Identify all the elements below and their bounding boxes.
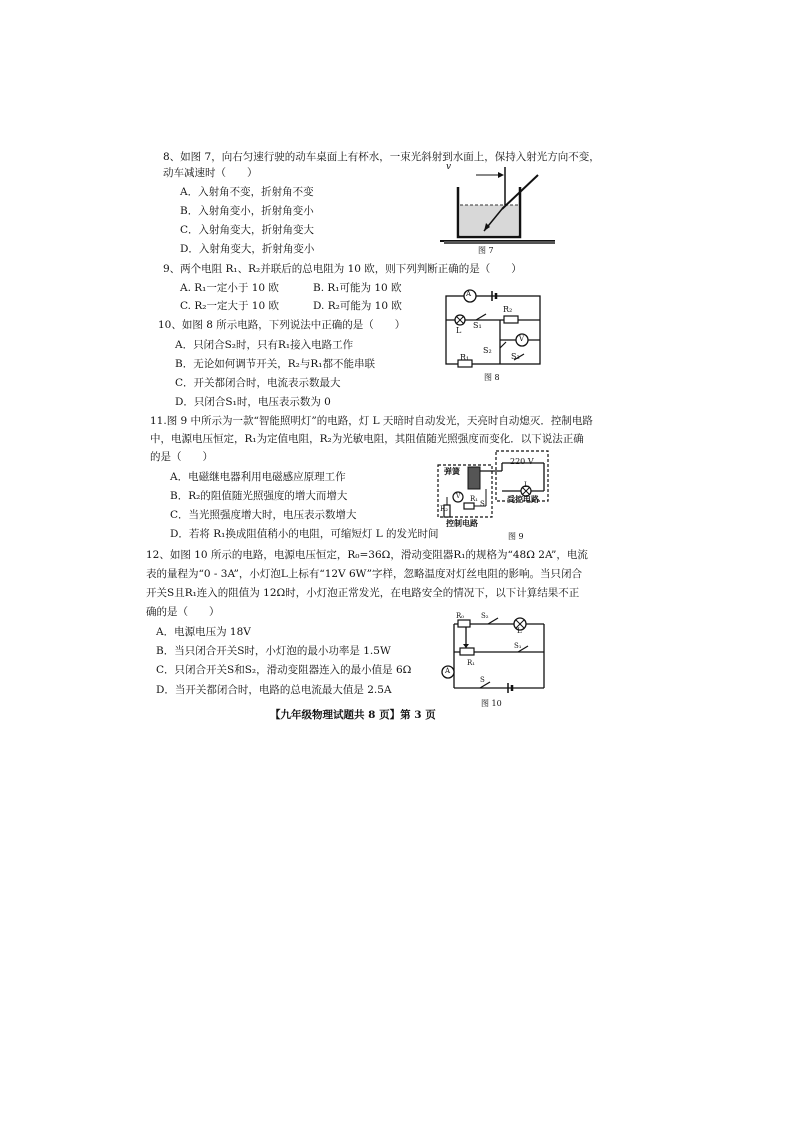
fig8-r1-label: R₁ — [460, 353, 470, 362]
q12-stem-line3: 开关S且R₁连入的阻值为 12Ω时，小灯泡正常发光，在电路安全的情况下，以下计算结果不正 — [146, 587, 580, 599]
figure-10-caption: 图 10 — [481, 699, 502, 708]
fig9-switch-label: S — [480, 500, 485, 508]
fig8-s1-label: S₁ — [473, 321, 482, 330]
q9-option-b: B. R₁可能为 10 欧 — [313, 282, 402, 294]
figure-7-caption: 图 7 — [478, 246, 494, 255]
figure-7-cup-diagram — [440, 165, 560, 257]
fig9-work-circuit-label: 受控电路 — [507, 494, 539, 504]
fig10-r0-label: R₀ — [456, 612, 465, 620]
q8-option-d: D．入射角变大，折射角变小 — [180, 243, 315, 255]
q12-stem-line4: 确的是（ ） — [146, 606, 220, 618]
q11-option-b: B．R₂的阻值随光照强度的增大而增大 — [170, 490, 348, 502]
q12-stem-line1: 12、如图 10 所示的电路，电源电压恒定，R₀=36Ω，滑动变阻器R₁的规格为“48Ω 2A”，电流 — [146, 549, 588, 561]
fig9-voltage-label: 220 V — [510, 457, 534, 466]
q10-option-a: A．只闭合S₂时，只有R₁接入电路工作 — [175, 339, 354, 351]
figure-8-caption: 图 8 — [484, 373, 500, 382]
q8-stem-line2: 动车减速时（ ） — [163, 167, 258, 179]
fig9-lamp-label: L — [524, 481, 529, 489]
fig10-s2-label: S₂ — [481, 612, 489, 620]
fig9-r1-label: R₁ — [470, 495, 479, 503]
q11-stem-line3: 的是（ ） — [150, 451, 213, 463]
q12-stem-line2: 表的量程为“0 - 3A”，小灯泡L上标有“12V 6W”字样，忽略温度对灯丝电阻的影响。当只闭合 — [146, 568, 583, 580]
fig10-s-label: S — [480, 676, 485, 684]
figure-9-caption: 图 9 — [508, 532, 524, 541]
q10-option-c: C．开关都闭合时，电流表示数最大 — [175, 377, 341, 389]
figure-9-smart-light-circuit — [436, 447, 552, 529]
q8-option-a: A．入射角不变，折射角不变 — [180, 186, 314, 198]
q11-option-a: A．电磁继电器利用电磁感应原理工作 — [170, 471, 346, 483]
fig8-r2-label: R₂ — [503, 305, 513, 314]
q12-option-a: A．电源电压为 18V — [156, 626, 251, 638]
fig10-s1-label: S₁ — [514, 642, 522, 650]
q8-stem-line1: 8、如图 7，向右匀速行驶的动车桌面上有杯水，一束光斜射到水面上，保持入射光方向不变， — [163, 151, 600, 163]
fig9-voltmeter-label: V — [456, 493, 461, 500]
fig10-ammeter-label: A — [445, 667, 451, 675]
fig10-lamp-label: L — [517, 627, 522, 635]
fig8-s2-label: S₂ — [483, 346, 492, 355]
page-footer: 【九年级物理试题共 8 页】第 3 页 — [270, 709, 436, 721]
q12-option-c: C．只闭合开关S和S₂，滑动变阻器连入的最小值是 6Ω — [156, 664, 412, 676]
q12-option-d: D．当开关都闭合时，电路的总电流最大值是 2.5A — [156, 684, 392, 696]
fig8-s3-label: S₃ — [511, 352, 520, 361]
q11-stem-line2: 中，电源电压恒定，R₁为定值电阻，R₂为光敏电阻，其阻值随光照强度而变化．以下说法正确 — [150, 433, 584, 445]
q11-option-c: C．当光照强度增大时，电压表示数增大 — [170, 509, 357, 521]
q10-stem: 10、如图 8 所示电路，下列说法中正确的是（ ） — [158, 319, 406, 331]
q11-option-d: D．若将 R₁换成阻值稍小的电阻，可缩短灯 L 的发光时间 — [170, 528, 439, 540]
q9-option-d: D. R₂可能为 10 欧 — [313, 300, 402, 312]
q9-stem: 9、两个电阻 R₁、R₂并联后的总电阻为 10 欧，则下列判断正确的是（ ） — [163, 263, 522, 275]
fig8-voltmeter-label: V — [519, 335, 525, 343]
q8-option-b: B．入射角变小，折射角变小 — [180, 205, 314, 217]
q8-velocity-label: v — [446, 162, 452, 172]
q8-option-c: C．入射角变大，折射角变大 — [180, 224, 315, 236]
fig8-lamp-label: L — [456, 326, 462, 335]
figure-10-circuit — [436, 614, 548, 696]
q9-option-a: A. R₁一定小于 10 欧 — [180, 282, 279, 294]
q9-option-c: C. R₂一定大于 10 欧 — [180, 300, 279, 312]
fig9-control-circuit-label: 控制电路 — [446, 518, 478, 528]
fig10-r1-label: R₁ — [467, 659, 476, 667]
fig9-r2-label: R₂ — [440, 505, 449, 513]
q12-option-b: B．当只闭合开关S时，小灯泡的最小功率是 1.5W — [156, 645, 391, 657]
q10-option-b: B．无论如何调节开关，R₂与R₁都不能串联 — [175, 358, 375, 370]
q10-option-d: D．只闭合S₁时，电压表示数为 0 — [175, 396, 331, 408]
q11-stem-line1: 11.图 9 中所示为一款“智能照明灯”的电路，灯 L 天暗时自动发光，天亮时自动熄灭．控制电路 — [150, 415, 593, 427]
fig8-ammeter-label: A — [466, 290, 472, 298]
fig9-spring-label: 弹簧 — [444, 466, 460, 476]
